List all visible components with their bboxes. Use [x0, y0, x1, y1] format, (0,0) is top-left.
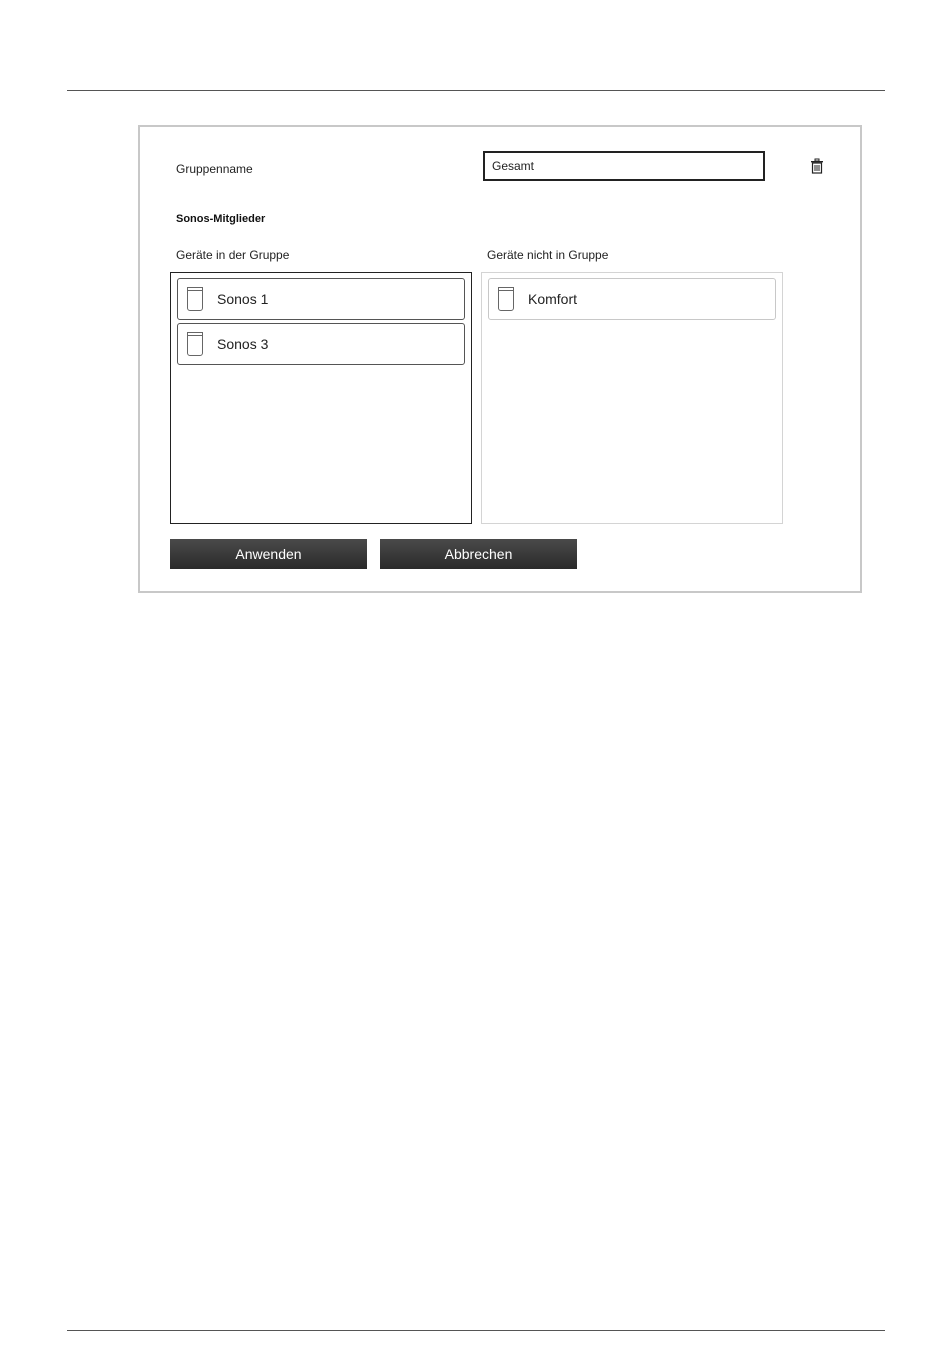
group-name-label: Gruppenname [176, 162, 253, 176]
cancel-button[interactable]: Abbrechen [380, 539, 577, 569]
speaker-icon [187, 332, 203, 356]
apply-button[interactable]: Anwenden [170, 539, 367, 569]
members-section-title: Sonos-Mitglieder [176, 213, 266, 225]
trash-icon[interactable] [810, 158, 824, 174]
in-group-list [170, 272, 472, 524]
device-label: Komfort [528, 291, 578, 307]
list-item[interactable] [177, 323, 465, 365]
group-settings-panel [138, 125, 862, 593]
not-in-group-list [481, 272, 783, 524]
list-item[interactable] [488, 278, 776, 320]
device-label: Sonos 1 [217, 291, 269, 307]
page-header-rule [67, 90, 885, 91]
speaker-icon [498, 287, 514, 311]
page-footer-rule [67, 1330, 885, 1331]
list-item[interactable] [177, 278, 465, 320]
device-label: Sonos 3 [217, 336, 269, 352]
group-name-input[interactable] [483, 151, 765, 181]
in-group-label: Geräte in der Gruppe [176, 248, 290, 262]
speaker-icon [187, 287, 203, 311]
not-in-group-label: Geräte nicht in Gruppe [487, 248, 609, 262]
